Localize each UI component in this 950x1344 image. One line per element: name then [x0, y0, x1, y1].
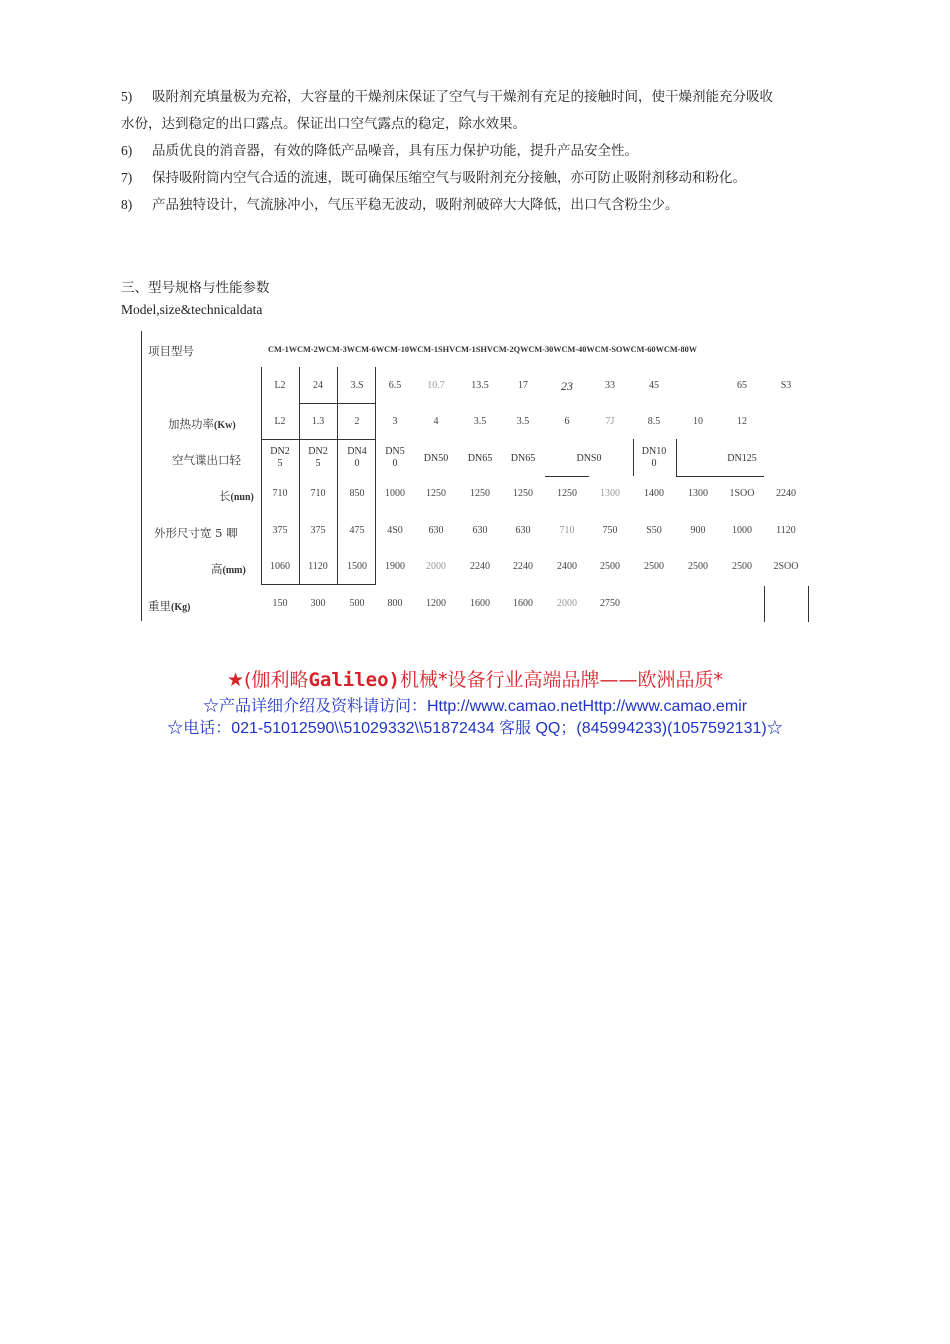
model-title: Model,size&technicaldata [121, 302, 263, 317]
table-cell: 4 [433, 416, 439, 427]
table-cell: 375 [310, 525, 326, 536]
label-weight-unit: (Kg) [171, 602, 191, 613]
paragraph-number: 7) [121, 170, 133, 185]
table-cell: 800 [387, 598, 403, 609]
table-cell: 1400 [644, 488, 664, 499]
paragraph-text: 保持吸附筒内空气合适的流速，既可确保压缩空气与吸附剂充分接触，亦可防止吸附剂移动和粉化。 [152, 170, 746, 186]
table-cell: 1900 [385, 561, 405, 572]
label-weight-text: 重里 [148, 599, 171, 613]
table-cell: 2400 [557, 561, 577, 572]
table-cell: 475 [349, 525, 365, 536]
table-cell: 4S0 [387, 525, 403, 536]
table-cell: 900 [690, 525, 706, 536]
table-cell: 2000 [557, 598, 577, 609]
label-weight [148, 598, 190, 614]
table-cell: 630 [428, 525, 444, 536]
table-cell: 3.S [350, 380, 364, 391]
label-power-unit: (Kw) [214, 420, 236, 431]
table-cell: DNS0 [576, 453, 602, 464]
table-cell: 1500 [347, 561, 367, 572]
table-cell: L2 [274, 416, 286, 427]
table-cell: 1250 [513, 488, 533, 499]
table-cell: 1120 [308, 561, 328, 572]
table-cell: 2240 [513, 561, 533, 572]
table-cell: 300 [310, 598, 326, 609]
table-grid-line [299, 367, 300, 585]
table-cell: 2000 [426, 561, 446, 572]
paragraph-number: 8) [121, 197, 133, 212]
paragraph-number: 6) [121, 143, 133, 158]
label-height [211, 561, 246, 577]
table-cell: 24 [313, 380, 323, 391]
label-length-text: 长 [219, 489, 231, 503]
table-cell: DN65 [510, 453, 536, 464]
table-cell: 6 [564, 416, 570, 427]
table-cell: 1250 [426, 488, 446, 499]
table-cell: 2500 [644, 561, 664, 572]
paragraph-text: 产品独特设计，气流脉冲小，气压平稳无波动，吸附剂破碎大大降低，出口气含粉尘少。 [152, 197, 679, 213]
table-cell: DN10 0 [641, 446, 667, 469]
table-cell: 1300 [688, 488, 708, 499]
table-cell: 1120 [776, 525, 796, 536]
table-cell: 1.3 [311, 416, 325, 427]
label-port: 空气谍出口轻 [172, 453, 241, 467]
section-title: 三、型号规格与性能参数 [121, 280, 270, 296]
table-grid-line [676, 439, 677, 476]
table-cell: 8.5 [647, 416, 661, 427]
label-height-text: 高 [211, 562, 223, 576]
table-cell: 3 [392, 416, 398, 427]
footer-contact-line: ☆电话：021-51012590\\51029332\\51872434 客服 QQ；(845994233)(1057592131)☆ [167, 720, 783, 737]
table-cell: 3.5 [516, 416, 530, 427]
paragraph-text: 品质优良的消音器，有效的降低产品噪音，具有压力保护功能，提升产品安全性。 [152, 143, 638, 159]
table-cell: 750 [602, 525, 618, 536]
table-cell: 630 [515, 525, 531, 536]
star-icon: ★ [227, 669, 245, 691]
paragraph-text: 吸附剂充填量极为充裕，大容量的干燥剂床保证了空气与干燥剂有充足的接触时间，使干燥剂能充分吸收 [152, 89, 773, 105]
table-cell: 1000 [732, 525, 752, 536]
table-cell: 7J [605, 416, 615, 427]
table-grid-line [808, 586, 809, 622]
table-cell: 710 [310, 488, 326, 499]
table-cell: S3 [780, 380, 792, 391]
table-cell: 2240 [776, 488, 796, 499]
table-cell: DN5 0 [385, 446, 405, 469]
table-grid-line [299, 403, 375, 404]
table-cell: 1600 [513, 598, 533, 609]
label-power [168, 416, 236, 432]
table-grid-line [261, 584, 375, 585]
table-cell: 2500 [600, 561, 620, 572]
footer-brand-slogan: 机械*设备行业高端品牌——欧洲品质* [399, 669, 723, 691]
table-cell: 630 [472, 525, 488, 536]
table-cell: 1300 [600, 488, 620, 499]
table-cell: 23 [561, 379, 573, 393]
table-cell: 12 [737, 416, 747, 427]
table-cell: 2240 [470, 561, 490, 572]
table-cell: 1200 [426, 598, 446, 609]
model-header: CM-1WCM-2WCM-3WCM-6WCM-10WCM-1SHVCM-1SHVCM-2QWCM-30WCM-40WCM-SOWCM-60WCM-80W [268, 345, 698, 354]
table-cell: 45 [649, 380, 659, 391]
table-grid-line [764, 586, 765, 622]
table-grid-line [261, 439, 375, 440]
footer-brand-name: Galileo) [308, 669, 400, 691]
table-cell: 65 [737, 380, 747, 391]
table-cell: DN65 [467, 453, 493, 464]
table-cell: 150 [272, 598, 288, 609]
table-cell: 17 [518, 380, 528, 391]
table-cell: 2500 [732, 561, 752, 572]
table-cell: 33 [605, 380, 615, 391]
table-cell: L2 [274, 380, 286, 391]
label-length [219, 488, 254, 504]
table-cell: 2SOO [773, 561, 799, 572]
table-cell: DN125 [727, 453, 757, 464]
footer-brand-line [0, 665, 950, 692]
table-cell: 1060 [270, 561, 290, 572]
label-outline: 外形尺寸宽 5 唧 [154, 526, 238, 540]
table-cell: 1SOO [729, 488, 755, 499]
label-power-text: 加热功率 [168, 417, 214, 431]
table-grid-line [676, 476, 764, 477]
table-cell: 1600 [470, 598, 490, 609]
table-cell: DN2 5 [270, 446, 290, 469]
table-cell: 500 [349, 598, 365, 609]
table-grid-line [261, 367, 262, 585]
paragraph-number: 5) [121, 89, 133, 104]
table-cell: 2 [354, 416, 360, 427]
footer-website-line: ☆产品详细介绍及资料请访问：Http://www.camao.netHttp://www.camao.emir [202, 698, 748, 715]
label-length-unit: (nun) [230, 492, 254, 503]
table-grid-line [545, 476, 589, 477]
table-cell: DN2 5 [308, 446, 328, 469]
table-cell: 1250 [470, 488, 490, 499]
table-left-border [141, 331, 142, 621]
table-cell: 10.7 [427, 380, 445, 391]
table-cell: 1000 [385, 488, 405, 499]
paragraph-5-continued: 水份，达到稳定的出口露点。保证出口空气露点的稳定，除水效果。 [121, 116, 526, 132]
table-cell: DN50 [423, 453, 449, 464]
footer-brand-prefix: (伽利略 [244, 669, 309, 691]
table-cell: 850 [349, 488, 365, 499]
table-cell: DN4 0 [347, 446, 367, 469]
table-cell: 10 [693, 416, 703, 427]
table-cell: 375 [272, 525, 288, 536]
table-cell: 2500 [688, 561, 708, 572]
table-cell: 6.5 [388, 380, 402, 391]
table-grid-line [375, 367, 376, 585]
table-cell: S50 [646, 525, 662, 536]
table-cell: 710 [272, 488, 288, 499]
table-cell: 710 [559, 525, 575, 536]
table-cell: 13.5 [471, 380, 489, 391]
table-cell: 3.5 [473, 416, 487, 427]
label-item-model: 项目型号 [148, 344, 194, 358]
label-height-unit: (mm) [222, 565, 246, 576]
table-cell: 1250 [557, 488, 577, 499]
table-cell: 2750 [600, 598, 620, 609]
spec-table [0, 0, 950, 640]
table-grid-line [337, 367, 338, 585]
